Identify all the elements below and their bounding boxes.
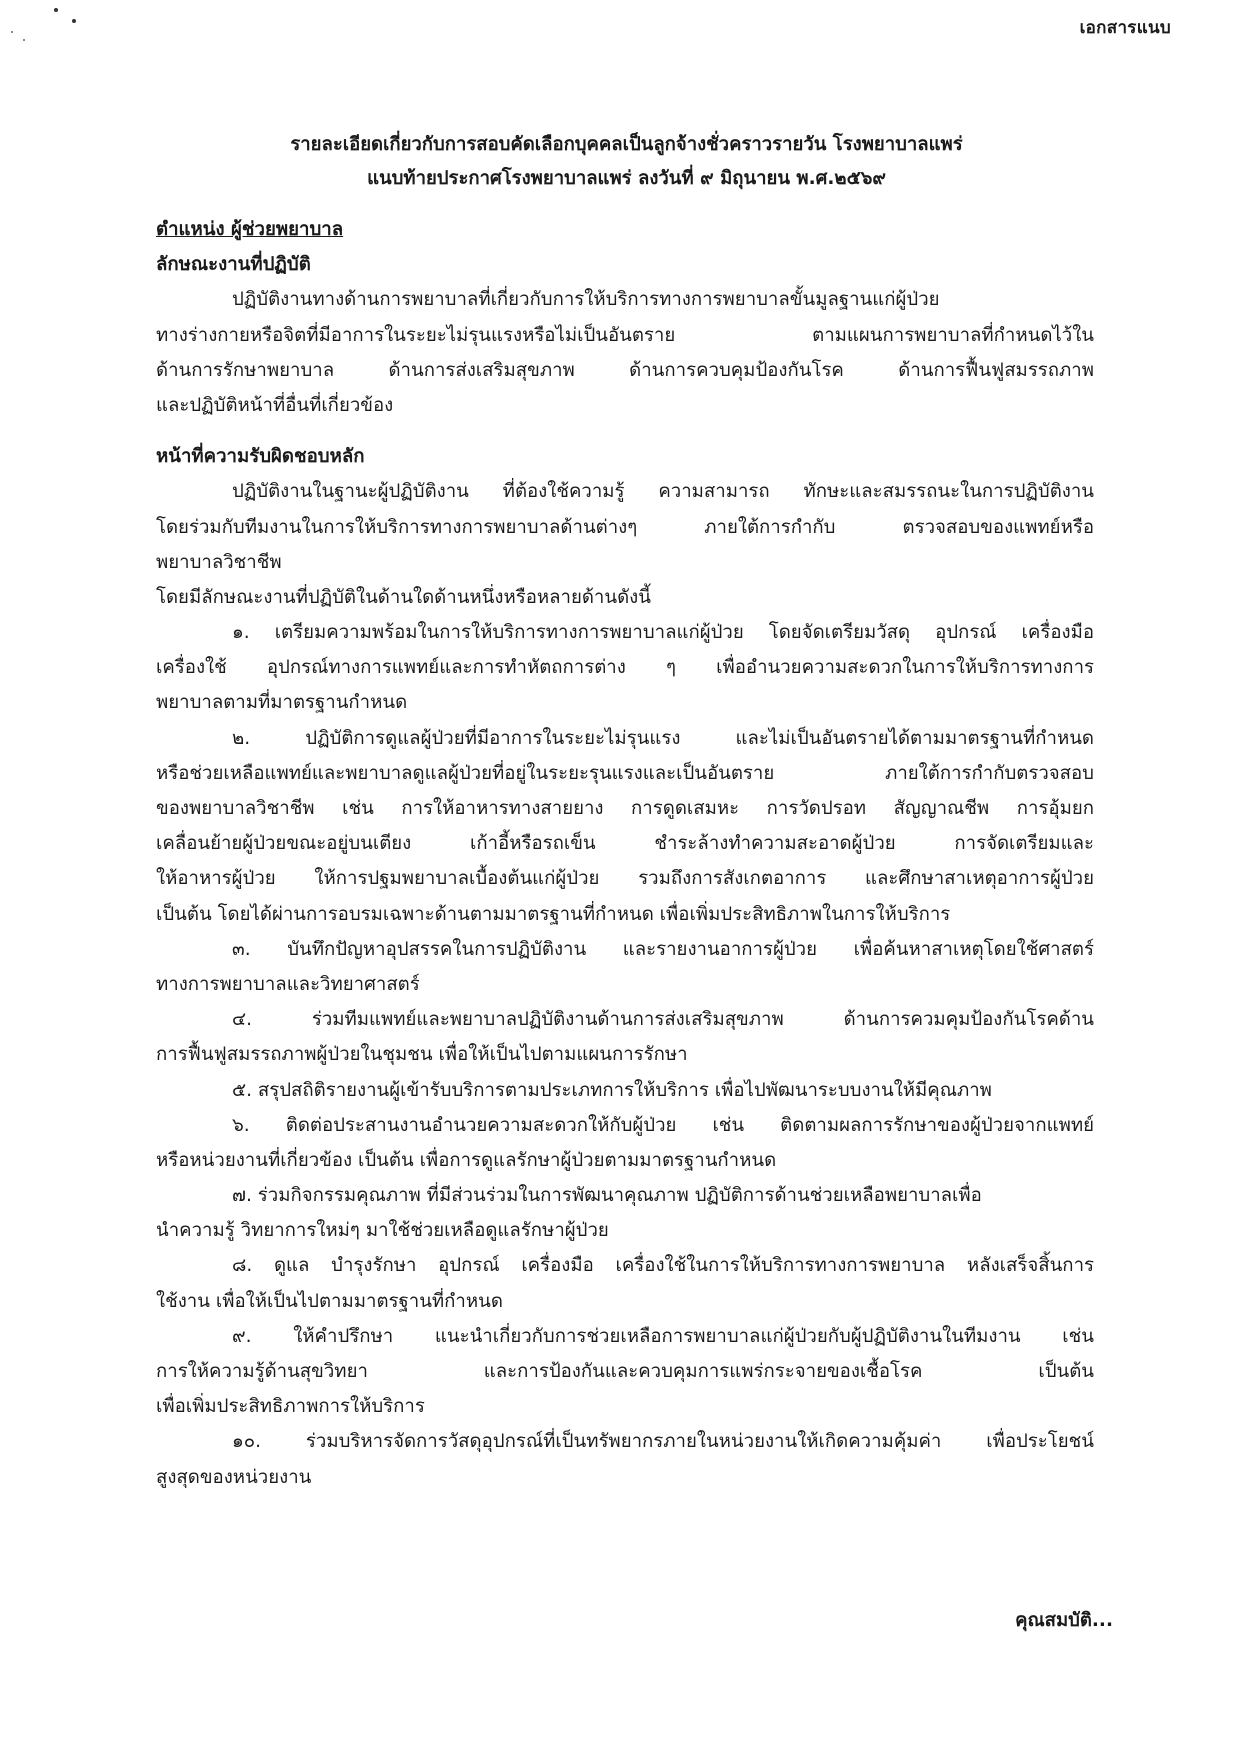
attachment-label: เอกสารแนบ [1079,18,1171,38]
duty-item-9-line: ๙. ให้คำปรึกษา แนะนำเกี่ยวกับการช่วยเหลือการพยาบาลแก่ผู้ป่วยกับผู้ปฏิบัติงานในทีมงาน เช่น [232,1325,1094,1347]
job-nature-line: และปฏิบัติหน้าที่อื่นที่เกี่ยวข้อง [156,394,394,416]
duty-item-2-line: ให้อาหารผู้ป่วย ให้การปฐมพยาบาลเบื้องต้นแก่ผู้ป่วย รวมถึงการสังเกตอาการ และศึกษาสาเหตุอาการผู้ป่วย [156,868,1094,890]
duty-item-8-line: ๘. ดูแล บำรุงรักษา อุปกรณ์ เครื่องมือ เครื่องใช้ในการให้บริการทางการพยาบาล หลังเสร็จสิ้นการ [232,1255,1094,1277]
job-nature-line: ปฏิบัติงานทางด้านการพยาบาลที่เกี่ยวกับการให้บริการทางการพยาบาลขั้นมูลฐานแก่ผู้ป่วย [232,289,940,311]
duty-item-9-line: เพื่อเพิ่มประสิทธิภาพการให้บริการ [156,1396,425,1418]
main-duties-lead-in: โดยมีลักษณะงานที่ปฏิบัติในด้านใดด้านหนึ่งหรือหลายด้านดังนี้ [156,586,651,608]
duty-item-8-line: ใช้งาน เพื่อให้เป็นไปตามมาตรฐานที่กำหนด [156,1290,503,1312]
duty-item-4-line: การฟื้นฟูสมรรถภาพผู้ป่วยในชุมชน เพื่อให้เป็นไปตามแผนการรักษา [156,1044,688,1066]
duty-item-7-line: ๗. ร่วมกิจกรรมคุณภาพ ที่มีส่วนร่วมในการพัฒนาคุณภาพ ปฏิบัติการด้านช่วยเหลือพยาบาลเพื่อ [232,1185,982,1207]
position-label: ตำแหน่ง ผู้ช่วยพยาบาล [156,219,344,240]
document-body [156,212,1094,1495]
duty-item-10-line: ๑๐. ร่วมบริหารจัดการวัสดุอุปกรณ์ที่เป็นทรัพยากรภายในหน่วยงานให้เกิดความคุ้มค่า เพื่อประโยชน์ [232,1431,1094,1453]
job-nature-line: ทางร่างกายหรือจิตที่มีอาการในระยะไม่รุนแรงหรือไม่เป็นอันตราย ตามแผนการพยาบาลที่กำหนดไว้ใน [156,324,1094,346]
main-duties-intro-line: โดยร่วมกับทีมงานในการให้บริการทางการพยาบาลด้านต่างๆ ภายใต้การกำกับ ตรวจสอบของแพทย์หรือ [156,516,1094,538]
duty-item-5-line: ๕. สรุปสถิติรายงานผู้เข้ารับบริการตามประเภทการให้บริการ เพื่อไปพัฒนาระบบงานให้มีคุณภาพ [232,1079,992,1101]
duty-item-2-line: หรือช่วยเหลือแพทย์และพยาบาลดูแลผู้ป่วยที่อยู่ในระยะรุนแรงและเป็นอันตราย ภายใต้การกำกับตรวจสอบ [156,762,1094,784]
title-line-2: แนบท้ายประกาศโรงพยาบาลแพร่ ลงวันที่ ๙ มิถุนายน พ.ศ.๒๕๖๙ [367,168,886,189]
duty-item-10-line: สูงสุดของหน่วยงาน [156,1466,312,1488]
job-nature-heading: ลักษณะงานที่ปฏิบัติ [156,254,311,276]
duty-item-2-line: เป็นต้น โดยได้ผ่านการอบรมเฉพาะด้านตามมาตรฐานที่กำหนด เพื่อเพิ่มประสิทธิภาพในการให้บริการ [156,903,951,925]
duty-item-6-line: หรือหน่วยงานที่เกี่ยวข้อง เป็นต้น เพื่อการดูแลรักษาผู้ป่วยตามมาตรฐานกำหนด [156,1149,777,1171]
duty-item-6-line: ๖. ติดต่อประสานงานอำนวยความสะดวกให้กับผู้ป่วย เช่น ติดตามผลการรักษาของผู้ป่วยจากแพทย์ [232,1114,1094,1136]
main-duties-intro-line: ปฏิบัติงานในฐานะผู้ปฏิบัติงาน ที่ต้องใช้ความรู้ ความสามารถ ทักษะและสมรรถนะในการปฏิบัติงาน [232,481,1094,503]
duty-item-3-line: ๓. บันทึกปัญหาอุปสรรคในการปฏิบัติงาน และรายงานอาการผู้ป่วย เพื่อค้นหาสาเหตุโดยใช้ศาสตร์ [232,938,1094,960]
main-duties-heading: หน้าที่ความรับผิดชอบหลัก [156,446,365,468]
document-title [0,128,1253,196]
job-nature-line: ด้านการรักษาพยาบาล ด้านการส่งเสริมสุขภาพ ด้านการควบคุมป้องกันโรค ด้านการฟื้นฟูสมรรถภาพ [156,359,1094,381]
main-duties-intro-line: พยาบาลวิชาชีพ [156,551,282,573]
duty-item-1-line: ๑. เตรียมความพร้อมในการให้บริการทางการพยาบาลแก่ผู้ป่วย โดยจัดเตรียมวัสดุ อุปกรณ์ เครื่องมือ [232,622,1094,644]
duty-item-9-line: การให้ความรู้ด้านสุขวิทยา และการป้องกันและควบคุมการแพร่กระจายของเชื้อโรค เป็นต้น [156,1361,1094,1382]
duty-item-3-line: ทางการพยาบาลและวิทยาศาสตร์ [156,973,420,995]
duty-item-2-line: ๒. ปฏิบัติการดูแลผู้ป่วยที่มีอาการในระยะไม่รุนแรง และไม่เป็นอันตรายได้ตามมาตรฐานที่กำหนด [232,727,1094,749]
duty-item-1-line: เครื่องใช้ อุปกรณ์ทางการแพทย์และการทำหัตถการต่าง ๆ เพื่ออำนวยความสะดวกในการให้บริการทางการ [156,657,1094,679]
next-page-label: คุณสมบัติ... [1015,1610,1113,1631]
duty-item-4-line: ๔. ร่วมทีมแพทย์และพยาบาลปฏิบัติงานด้านการส่งเสริมสุขภาพ ด้านการควมคุมป้องกันโรคด้าน [232,1009,1094,1031]
title-line-1: รายละเอียดเกี่ยวกับการสอบคัดเลือกบุคคลเป็นลูกจ้างชั่วคราวรายวัน โรงพยาบาลแพร่ [290,134,963,155]
scan-specks [0,0,90,50]
duty-item-7-line: นำความรู้ วิทยาการใหม่ๆ มาใช้ช่วยเหลือดูแลรักษาผู้ป่วย [156,1220,609,1242]
duty-item-2-line: เคลื่อนย้ายผู้ป่วยขณะอยู่บนเตียง เก้าอี้หรือรถเข็น ชำระล้างทำความสะอาดผู้ป่วย การจัดเตรียมและ [156,833,1094,855]
duty-item-2-line: ของพยาบาลวิชาชีพ เช่น การให้อาหารทางสายยาง การดูดเสมหะ การวัดปรอท สัญญาณชีพ การอุ้มยก [156,798,1094,819]
duty-item-1-line: พยาบาลตามที่มาตรฐานกำหนด [156,692,408,714]
